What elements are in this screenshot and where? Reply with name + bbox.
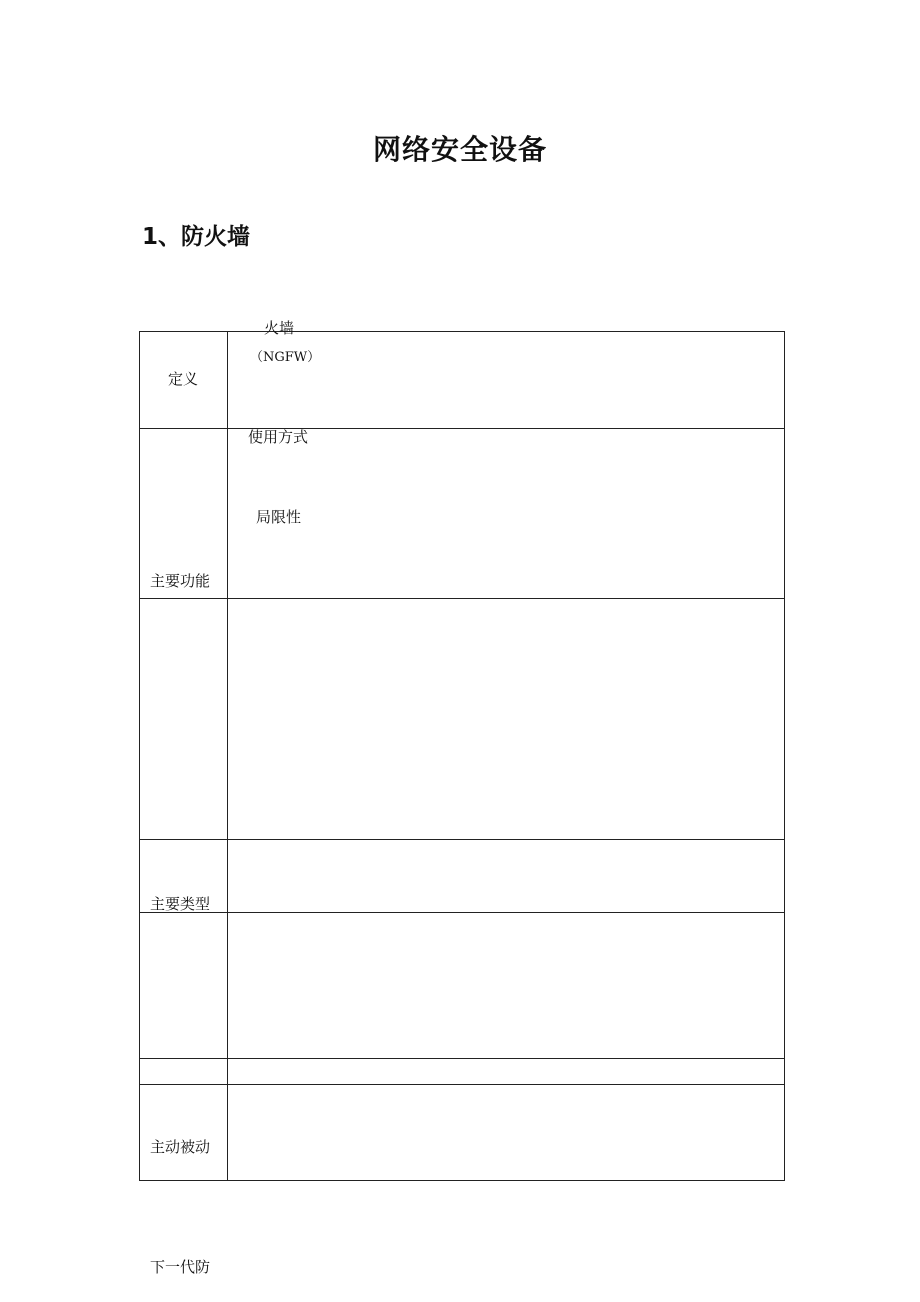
row-label-main-functions: 主要功能 (150, 572, 211, 590)
table-frame (139, 331, 785, 1181)
row-divider (139, 598, 785, 599)
row-divider (139, 912, 785, 913)
section-heading-firewall: 1、防火墙 (142, 224, 251, 250)
limitation-text: 局限性 (256, 508, 302, 526)
row-divider (139, 1084, 785, 1085)
document-title: 网络安全设备 (372, 133, 547, 166)
row-divider (139, 428, 785, 429)
usage-text: 使用方式 (248, 428, 309, 446)
footer-text: 下一代防 (150, 1258, 211, 1276)
column-divider (227, 331, 228, 1181)
row-divider (139, 839, 785, 840)
row-label-definition: 定义 (168, 370, 199, 388)
ngfw-text: （NGFW） (250, 350, 321, 365)
row-label-active-passive: 主动被动 (150, 1138, 211, 1156)
row-label-main-types: 主要类型 (150, 895, 211, 913)
firewall-word-text: 火墙 (264, 319, 295, 337)
row-divider (139, 1058, 785, 1059)
